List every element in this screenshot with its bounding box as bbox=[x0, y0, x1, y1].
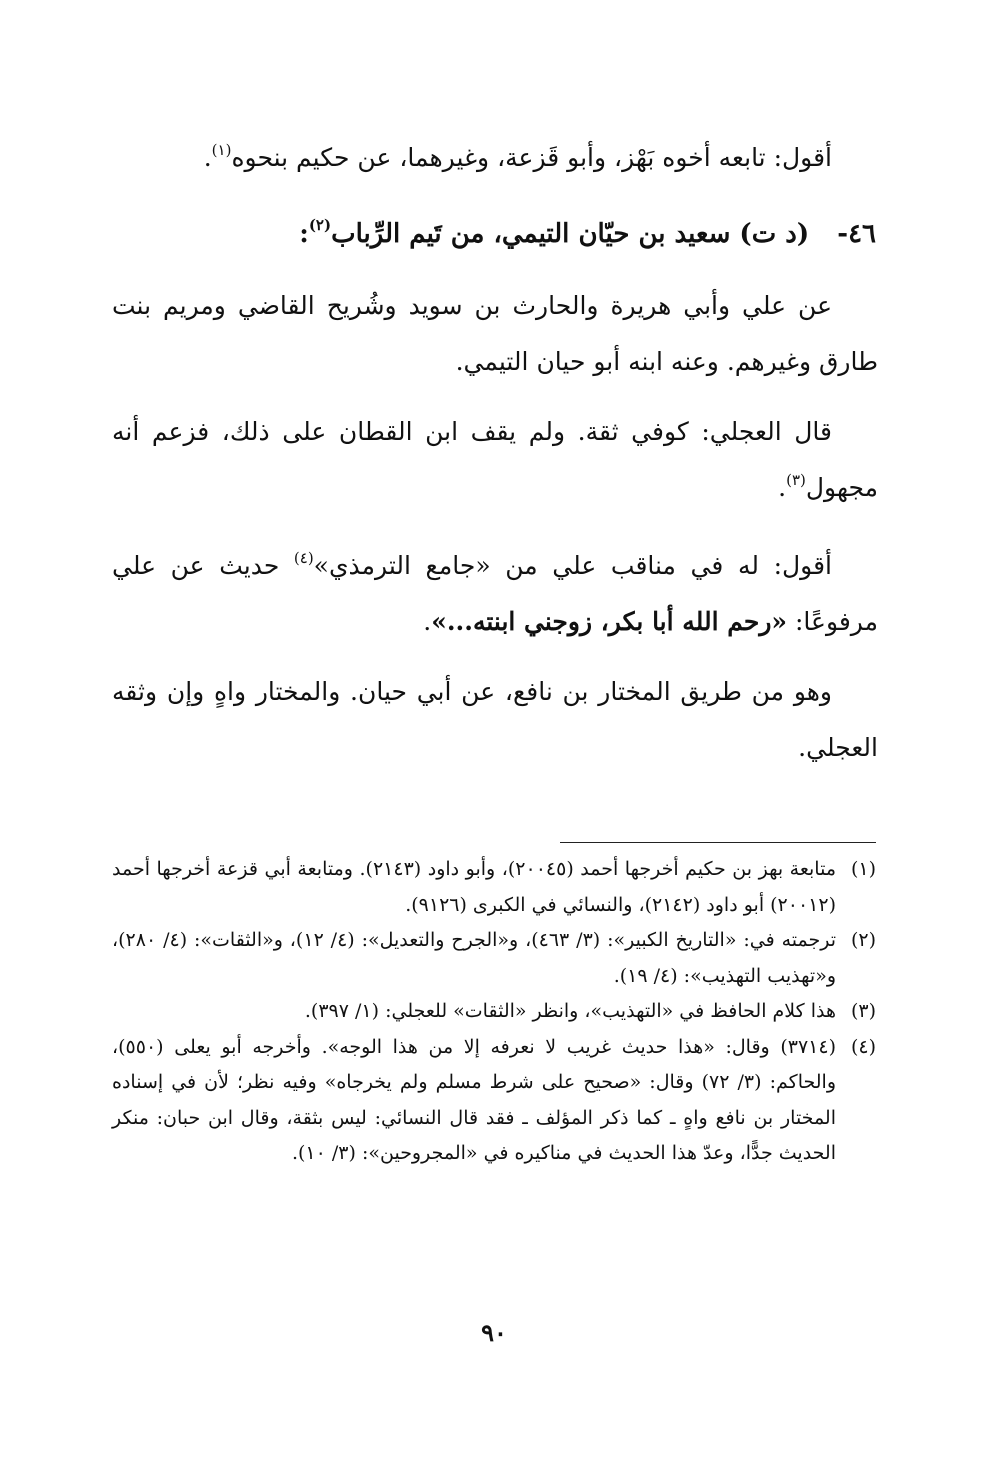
punctuation: : bbox=[299, 219, 309, 249]
entry-number: ٤٦- bbox=[837, 219, 876, 249]
page-number: ٩٠ bbox=[481, 1318, 507, 1347]
footnote bbox=[112, 923, 876, 994]
footnote-text: ترجمته في: «التاريخ الكبير»: (٣/ ٤٦٣)، و«الجرح والتعديل»: (٤/ ١٢)، و«الثقات»: (٤/ ٢٨٠)، و«تهذيب التهذيب»: (٤/ ١٩). bbox=[112, 929, 836, 987]
footnote bbox=[112, 852, 876, 923]
footnote bbox=[112, 994, 876, 1030]
punctuation: . bbox=[423, 607, 432, 636]
footnote-number: (١) bbox=[850, 858, 876, 880]
entry-heading bbox=[112, 206, 876, 262]
paragraph-mutaba bbox=[112, 130, 878, 186]
footnote-number: (٢) bbox=[850, 929, 876, 951]
hadith-quote: «رحم الله أبا بكر، زوجني ابنته...» bbox=[431, 607, 788, 636]
footnote-ref: (٤) bbox=[293, 548, 314, 567]
entry-title: سعيد بن حيّان التيمي، من تَيم الرِّباب bbox=[331, 219, 731, 249]
footnote-text: (٣٧١٤) وقال: «هذا حديث غريب لا نعرفه إلا من هذا الوجه». وأخرجه أبو يعلى (٥٥٠)، والحاكم: (٣/ ٧٢) وقال: «صحيح على شرط مسلم ولم يخرجاه» وفيه نظر؛ لأن في إسناده المختار بن نافع واهٍ ـ كما ذكر المؤلف ـ فقد قال النسائي: ليس بثقة، وقال ابن حبان: منكر الحديث جدًّا، وعدّ هذا الحديث في مناكيره في «المجروحين»: (٣/ ١٠). bbox=[112, 1035, 836, 1164]
paragraph-ijli bbox=[112, 404, 878, 516]
footnote-ref: (٢) bbox=[308, 216, 332, 235]
footnotes bbox=[112, 852, 876, 1172]
footnote bbox=[112, 1030, 876, 1172]
entry-codes: (د ت) bbox=[739, 219, 810, 249]
footnote-number: (٣) bbox=[850, 1000, 876, 1022]
footnote-text: هذا كلام الحافظ في «التهذيب»، وانظر «الثقات» للعجلي: (١/ ٣٩٧). bbox=[304, 1000, 836, 1022]
footnote-ref: (٣) bbox=[786, 470, 806, 489]
paragraph-text: وهو من طريق المختار بن نافع، عن أبي حيان. والمختار واهٍ وإن وثقه العجلي. bbox=[112, 677, 878, 762]
punctuation: . bbox=[778, 473, 787, 502]
paragraph-mukhtar bbox=[112, 664, 878, 776]
footnote-separator bbox=[560, 842, 876, 843]
footnote-number: (٤) bbox=[850, 1035, 876, 1058]
paragraph-text: قال العجلي: كوفي ثقة. ولم يقف ابن القطان على ذلك، فزعم أنه مجهول bbox=[112, 417, 878, 502]
paragraph-narrators bbox=[112, 278, 878, 390]
footnote-ref: (١) bbox=[211, 140, 232, 159]
paragraph-tirmidhi bbox=[112, 538, 878, 650]
paragraph-text: أقول: له في مناقب علي من «جامع الترمذي» bbox=[313, 551, 832, 580]
paragraph-text: عن علي وأبي هريرة والحارث بن سويد وشُريح القاضي ومريم بنت طارق وغيرهم. وعنه ابنه أبو حيان التيمي. bbox=[112, 291, 878, 376]
paragraph-text: حديث عن علي مرفوعًا: bbox=[112, 551, 878, 636]
paragraph-text: أقول: تابعه أخوه بَهْز، وأبو قَزعة، وغيرهما، عن حكيم بنحوه bbox=[231, 143, 832, 172]
punctuation: . bbox=[203, 143, 212, 172]
footnote-text: متابعة بهز بن حكيم أخرجها أحمد (٢٠٠٤٥)، وأبو داود (٢١٤٣). ومتابعة أبي قزعة أخرجها أحمد (٢٠٠١٢) أبو داود (٢١٤٢)، والنسائي في الكبرى (٩١٢٦). bbox=[112, 858, 836, 916]
